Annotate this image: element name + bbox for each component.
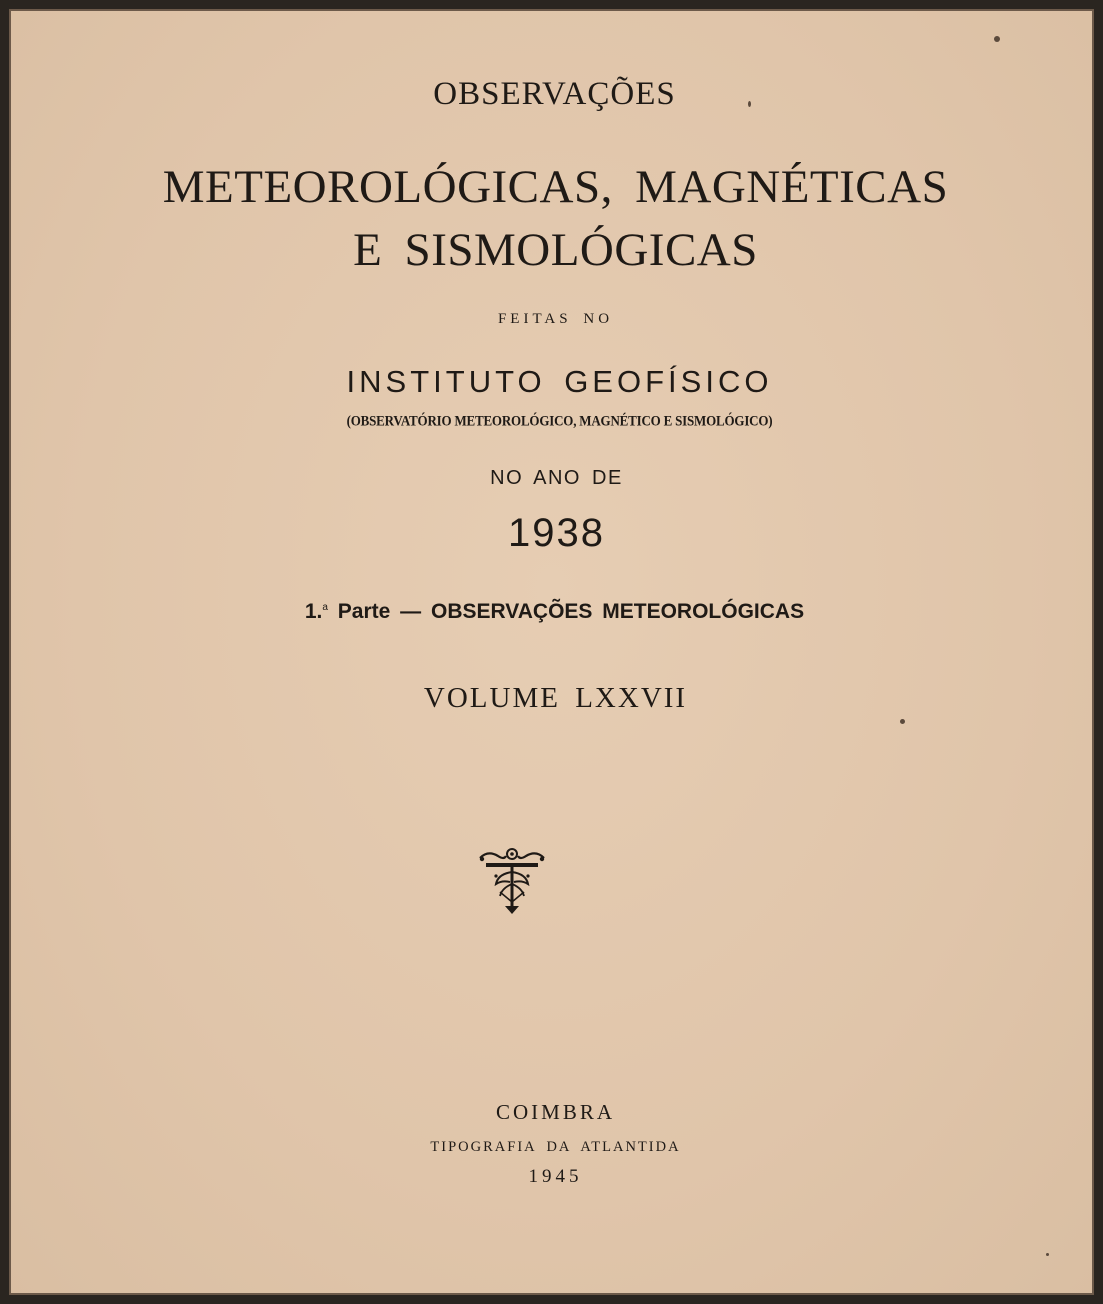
fleuron-ornament-icon	[476, 846, 548, 918]
heading-observacoes: OBSERVAÇÕES	[433, 76, 676, 112]
volume-number: VOLUME LXXVII	[423, 682, 688, 714]
paper-speck	[748, 101, 751, 107]
part-ordinal-superscript: a	[322, 602, 328, 613]
publication-city: COIMBRA	[495, 1100, 616, 1124]
institute-name: INSTITUTO GEOFÍSICO	[346, 364, 773, 399]
paper-speck	[1046, 1253, 1049, 1256]
heading-subject-line-1: METEOROLÓGICAS, MAGNÉTICAS	[162, 161, 949, 213]
paper-speck	[994, 36, 1000, 42]
observatory-subtitle: (OBSERVATÓRIO METEOROLÓGICO, MAGNÉTICO E SISMOLÓGICO)	[346, 411, 773, 430]
printer-name: TIPOGRAFIA DA ATLANTIDA	[430, 1139, 681, 1155]
paper-speck	[900, 719, 905, 724]
observation-year: 1938	[508, 511, 605, 555]
part-heading	[6, 600, 1103, 624]
part-number: 1.	[304, 600, 323, 623]
heading-subject-line-2: E SISMOLÓGICAS	[353, 224, 758, 276]
feitas-no-label: FEITAS NO	[497, 311, 614, 327]
part-label: Parte — OBSERVAÇÕES METEOROLÓGICAS	[337, 600, 805, 623]
publication-year: 1945	[528, 1166, 583, 1187]
no-ano-de-label: NO ANO DE	[490, 467, 623, 489]
